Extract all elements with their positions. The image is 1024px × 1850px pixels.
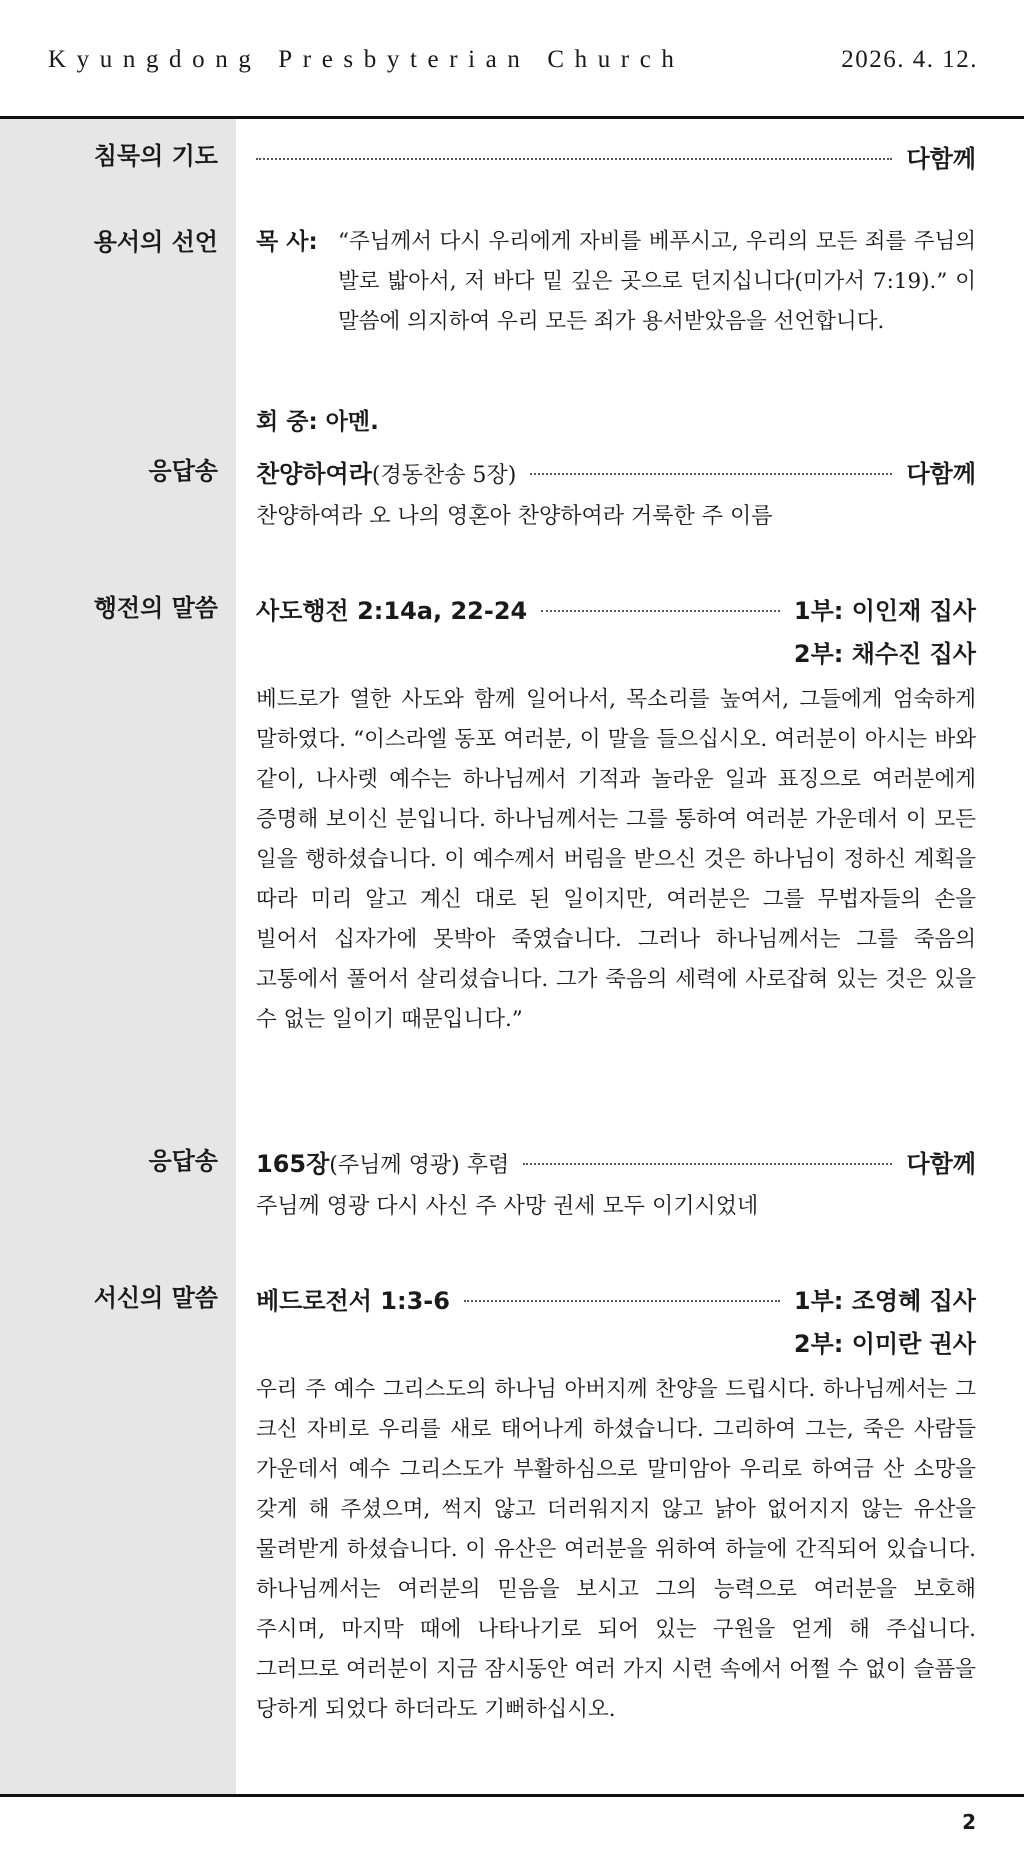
acts-reading-row: [256, 588, 976, 628]
response-hymn-2-label: 응답송: [148, 1147, 218, 1175]
leader-dots: [541, 610, 780, 612]
response-hymn-2-title: [256, 1144, 509, 1179]
congregation-response: [256, 402, 379, 442]
response-hymn-row: [256, 451, 976, 491]
response-hymn-2-lyrics: 주님께 영광 다시 사신 주 사망 권세 모두 이기시었네: [256, 1194, 759, 1219]
epistle-reader-1: 1부: 조영혜 집사: [793, 1286, 976, 1315]
hymn-name: (주님께 영광): [329, 1152, 460, 1178]
pastor-declaration: “주님께서 다시 우리에게 자비를 베푸시고, 우리의 모든 죄를 주님의 발로 밟아서, 저 바다 밑 깊은 곳으로 던지십니다(미가서 7:19).” 이 말씀에 의지하여 우리 모든 죄가 용서받았음을 선언합니다.: [338, 229, 976, 334]
acts-reference: 사도행전 2:14a, 22-24: [256, 596, 528, 625]
epistle-reader-2: 2부: 이미란 권사: [793, 1330, 976, 1358]
acts-scripture-text: 베드로가 열한 사도와 함께 일어나서, 목소리를 높여서, 그들에게 엄숙하게 말하였다. “이스라엘 동포 여러분, 이 말을 들으십시오. 여러분이 아시는 바와 같이, 나사렛 예수는 하나님께서 기적과 놀라운 일과 표징으로 여러분에게 증명해 보이신 분입니다. 하나님께서는 그를 통하여 여러분 가운데서 이 모든 일을 행하셨습니다. 이 예수께서 버림을 받으신 것은 하나님이 정하신 계획을 따라 미리 알고 계신 대로 된 일이지만, 여러분은 그를 무법자들의 손을 빌어서 십자가에 못박아 죽였습니다. 그러나 하나님께서는 그를 죽음의 고통에서 풀어서 살리셨습니다. 그가 죽음의 세력에 사로잡혀 있는 것은 있을 수 없는 일이기 때문입니다.”: [256, 687, 976, 1032]
absolution-label: 용서의 선언: [93, 228, 218, 256]
church-name: Kyungdong Presbyterian Church: [48, 46, 685, 73]
acts-reading-label: 행전의 말씀: [93, 594, 218, 622]
silent-prayer-performer: 다함께: [906, 144, 976, 173]
epistle-reference: 베드로전서 1:3-6: [256, 1286, 450, 1315]
hymn-title: 찬양하여라: [256, 459, 372, 488]
pastor-label: 목 사:: [256, 229, 318, 255]
footer-divider: [0, 1794, 1024, 1797]
epistle-scripture-text: 우리 주 예수 그리스도의 하나님 아버지께 찬양을 드립시다. 하나님께서는 그 크신 자비로 우리를 새로 태어나게 하셨습니다. 그리하여 그는, 죽은 사람들 가운데서 예수 그리스도가 부활하심으로 말미암아 우리로 하여금 산 소망을 갖게 해 주셨으며, 썩지 않고 더러워지지 않고 낡아 없어지지 않는 유산을 물려받게 하셨습니다. 이 유산은 여러분을 위하여 하늘에 간직되어 있습니다. 하나님께서는 여러분의 믿음을 보시고 그의 능력으로 여러분을 보호해 주시며, 마지막 때에 나타나기로 되어 있는 구원을 얻게 해 주십니다. 그러므로 여러분이 지금 잠시동안 여러 가지 시련 속에서 어쩔 수 없이 슬픔을 당하게 되었다 하더라도 기뻐하십시오.: [256, 1377, 976, 1722]
silent-prayer-label: 침묵의 기도: [93, 142, 218, 170]
congregation-text: 아멘.: [325, 409, 379, 435]
hymn-number: 165장: [256, 1149, 330, 1178]
leader-dots: [523, 1163, 892, 1165]
response-hymn-label: 응답송: [148, 457, 218, 485]
leader-dots: [464, 1300, 780, 1302]
epistle-reading-row: [256, 1278, 976, 1318]
acts-reader-2: 2부: 채수진 집사: [793, 640, 976, 668]
hymn-source: (경동찬송 5장): [371, 462, 517, 488]
response-hymn-lyrics: 찬양하여라 오 나의 영혼아 찬양하여라 거룩한 주 이름: [256, 504, 773, 529]
leader-dots: [256, 158, 892, 160]
bulletin-date: 2026. 4. 12.: [841, 46, 978, 73]
epistle-reading-label: 서신의 말씀: [93, 1284, 218, 1312]
response-hymn-performer: 다함께: [906, 459, 976, 488]
leader-dots: [530, 473, 892, 475]
page-header: [0, 0, 1024, 118]
page-number: 2: [962, 1810, 976, 1834]
silent-prayer-row: [256, 136, 976, 176]
order-labels-column: [0, 119, 236, 1794]
response-hymn-2-row: [256, 1141, 976, 1181]
response-hymn-title: [256, 454, 516, 489]
acts-reader-1: 1부: 이인재 집사: [793, 596, 976, 625]
response-hymn-2-performer: 다함께: [906, 1149, 976, 1178]
congregation-label: 회 중:: [256, 409, 318, 435]
hymn-suffix: 후렴: [459, 1152, 510, 1178]
